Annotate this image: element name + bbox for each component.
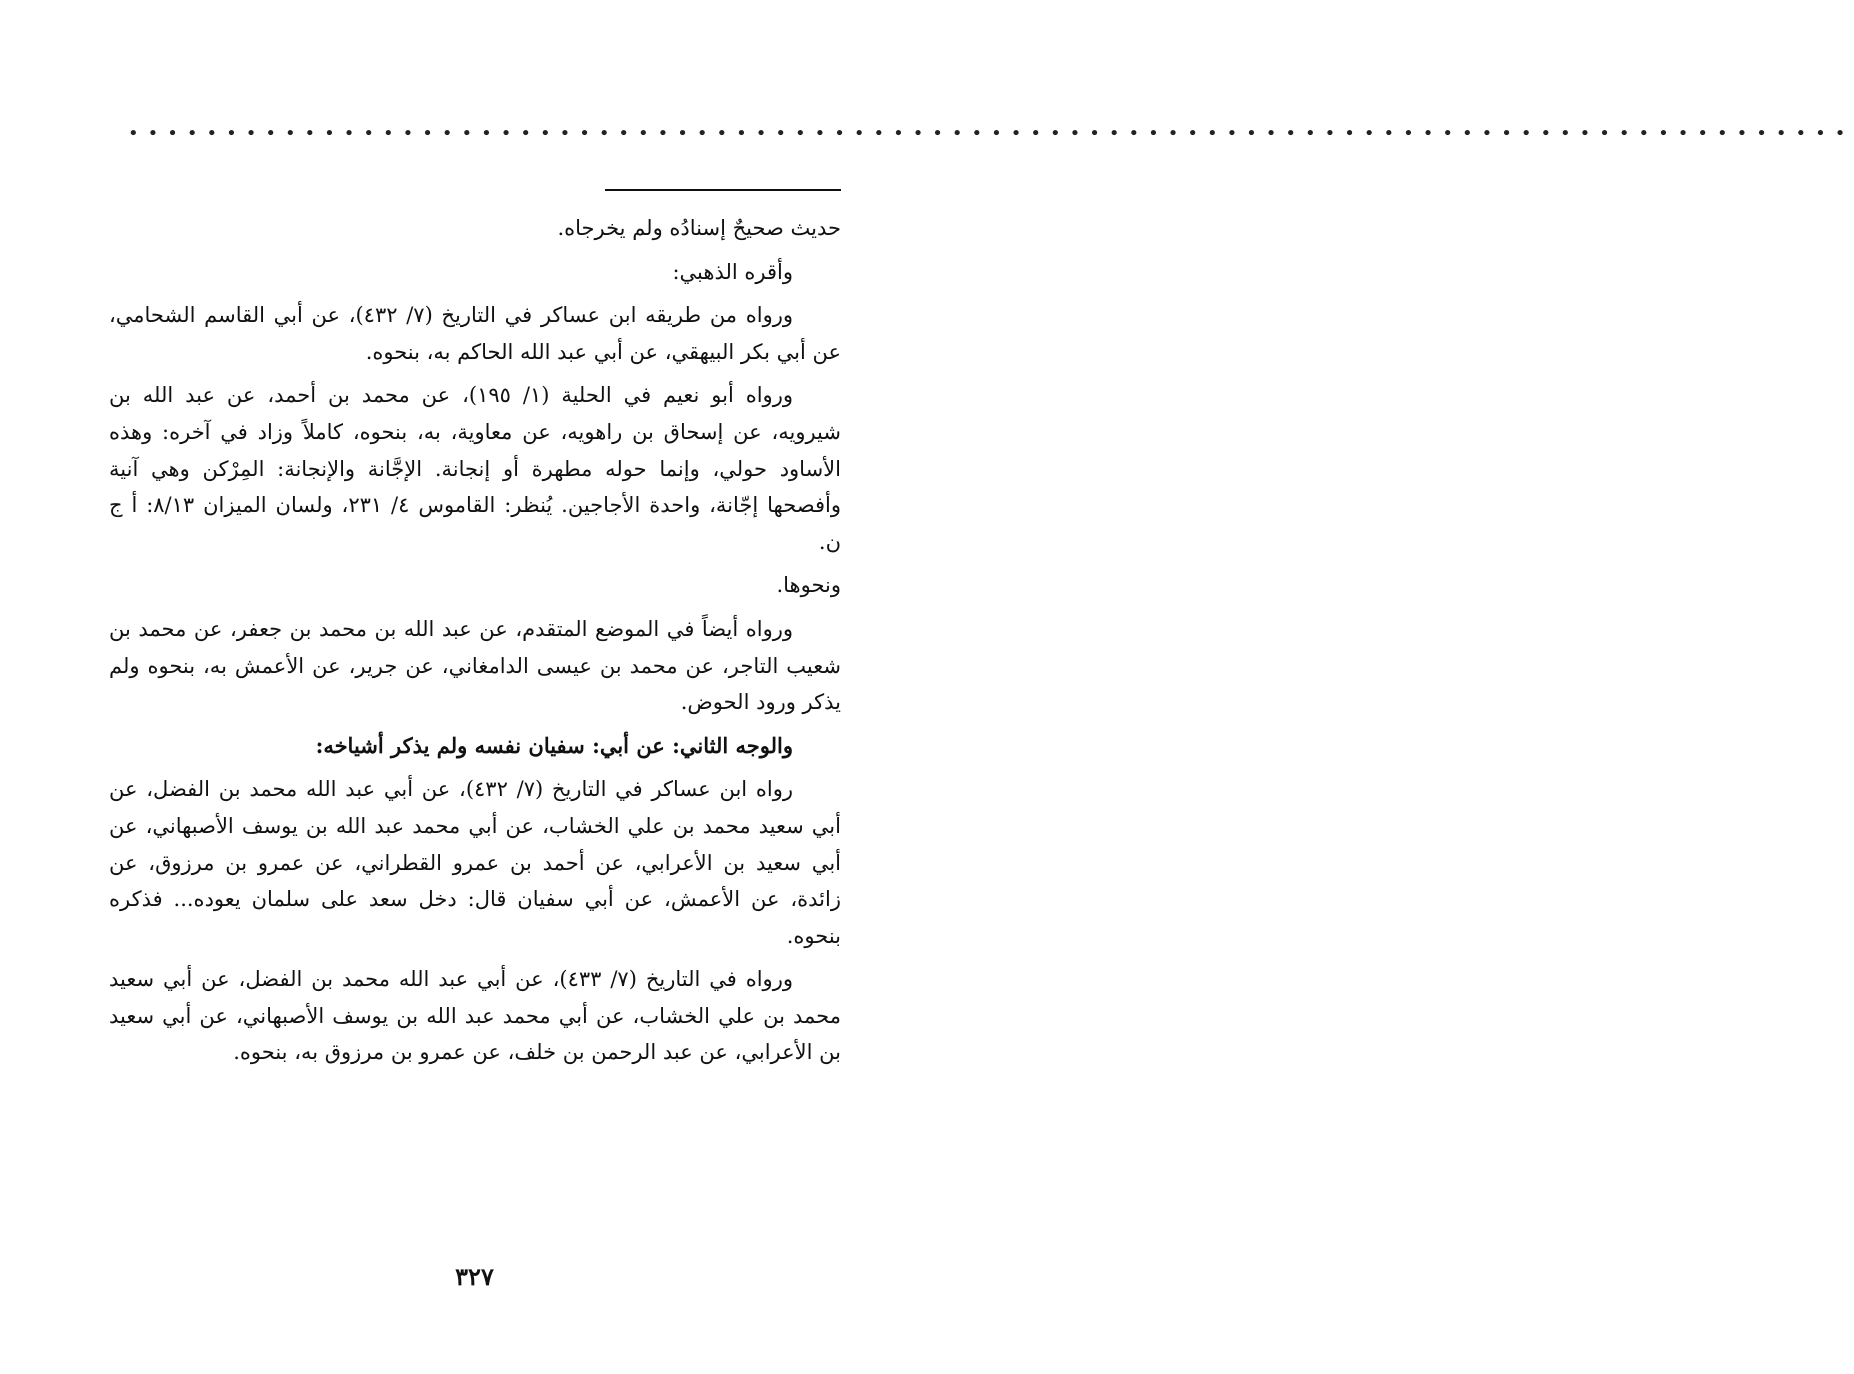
section-heading-second-way: والوجه الثاني: عن أبي: سفيان نفسه ولم يذكر أشياخه: [315, 732, 793, 758]
paragraph-nahwuha: ونحوها. [776, 573, 841, 598]
page-number: ٣٢٧ [455, 1262, 494, 1291]
paragraph-ayda: ورواه أيضاً في الموضع المتقدم، عن عبد الله بن محمد بن جعفر، عن محمد بن شعيب التاجر، عن محمد بن عيسى الدامغاني، عن جرير، عن الأعمش به، بنحوه ولم يذكر ورود الحوض. [109, 616, 841, 715]
paragraph-dhahabi: وأقره الذهبي: [672, 259, 793, 284]
paragraph-hadith-verdict: حديث صحيحٌ إسنادُه ولم يخرجاه. [557, 216, 841, 240]
footnote-text [109, 210, 841, 1078]
footnote-rule [605, 189, 841, 191]
paragraph-ibn-asakir: ورواه من طريقه ابن عساكر في التاريخ (٧/ ٤٣٢)، عن أبي القاسم الشحامي، عن أبي بكر البيهقي، عن أبي عبد الله الحاكم به، بنحوه. [109, 303, 841, 364]
paragraph-abu-nuaym: ورواه أبو نعيم في الحلية (١/ ١٩٥)، عن محمد بن أحمد، عن عبد الله بن شيرويه، عن إسحاق بن راهويه، عن معاوية، به، بنحوه، كاملاً وزاد في آخره: وهذه الأساود حولي، وإنما حوله مطهرة أو إنجانة. الإجَّانة والإنجانة: المِرْكن وهي آنية وأفصحها إجّانة، واحدة الأجاجين. يُنظر: القاموس ٤/ ٢٣١، ولسان الميزان ٨/١٣: أ ج ن. [109, 383, 841, 554]
dotted-separator: •••••••••••••••••••••••••••••••••••••••••••••••••••••••••••••••••••••••••••••••••••••••• [128, 123, 1854, 144]
paragraph-ibn-asakir-second: رواه ابن عساكر في التاريخ (٧/ ٤٣٢)، عن أبي عبد الله محمد بن الفضل، عن أبي سعيد محمد بن علي الخشاب، عن أبي محمد عبد الله بن يوسف الأصبهاني، عن أبي سعيد بن الأعرابي، عن أحمد بن عمرو القطراني، عن عمرو بن مرزوق، عن زائدة، عن الأعمش، عن أبي سفيان قال: دخل سعد على سلمان يعوده... فذكره بنحوه. [109, 777, 841, 948]
paragraph-tarikh-433: ورواه في التاريخ (٧/ ٤٣٣)، عن أبي عبد الله محمد بن الفضل، عن أبي سعيد محمد بن علي الخشاب، عن أبي محمد عبد الله بن يوسف الأصبهاني، عن أبي سعيد بن الأعرابي، عن عبد الرحمن بن خلف، عن عمرو بن مرزوق به، بنحوه. [109, 967, 841, 1065]
